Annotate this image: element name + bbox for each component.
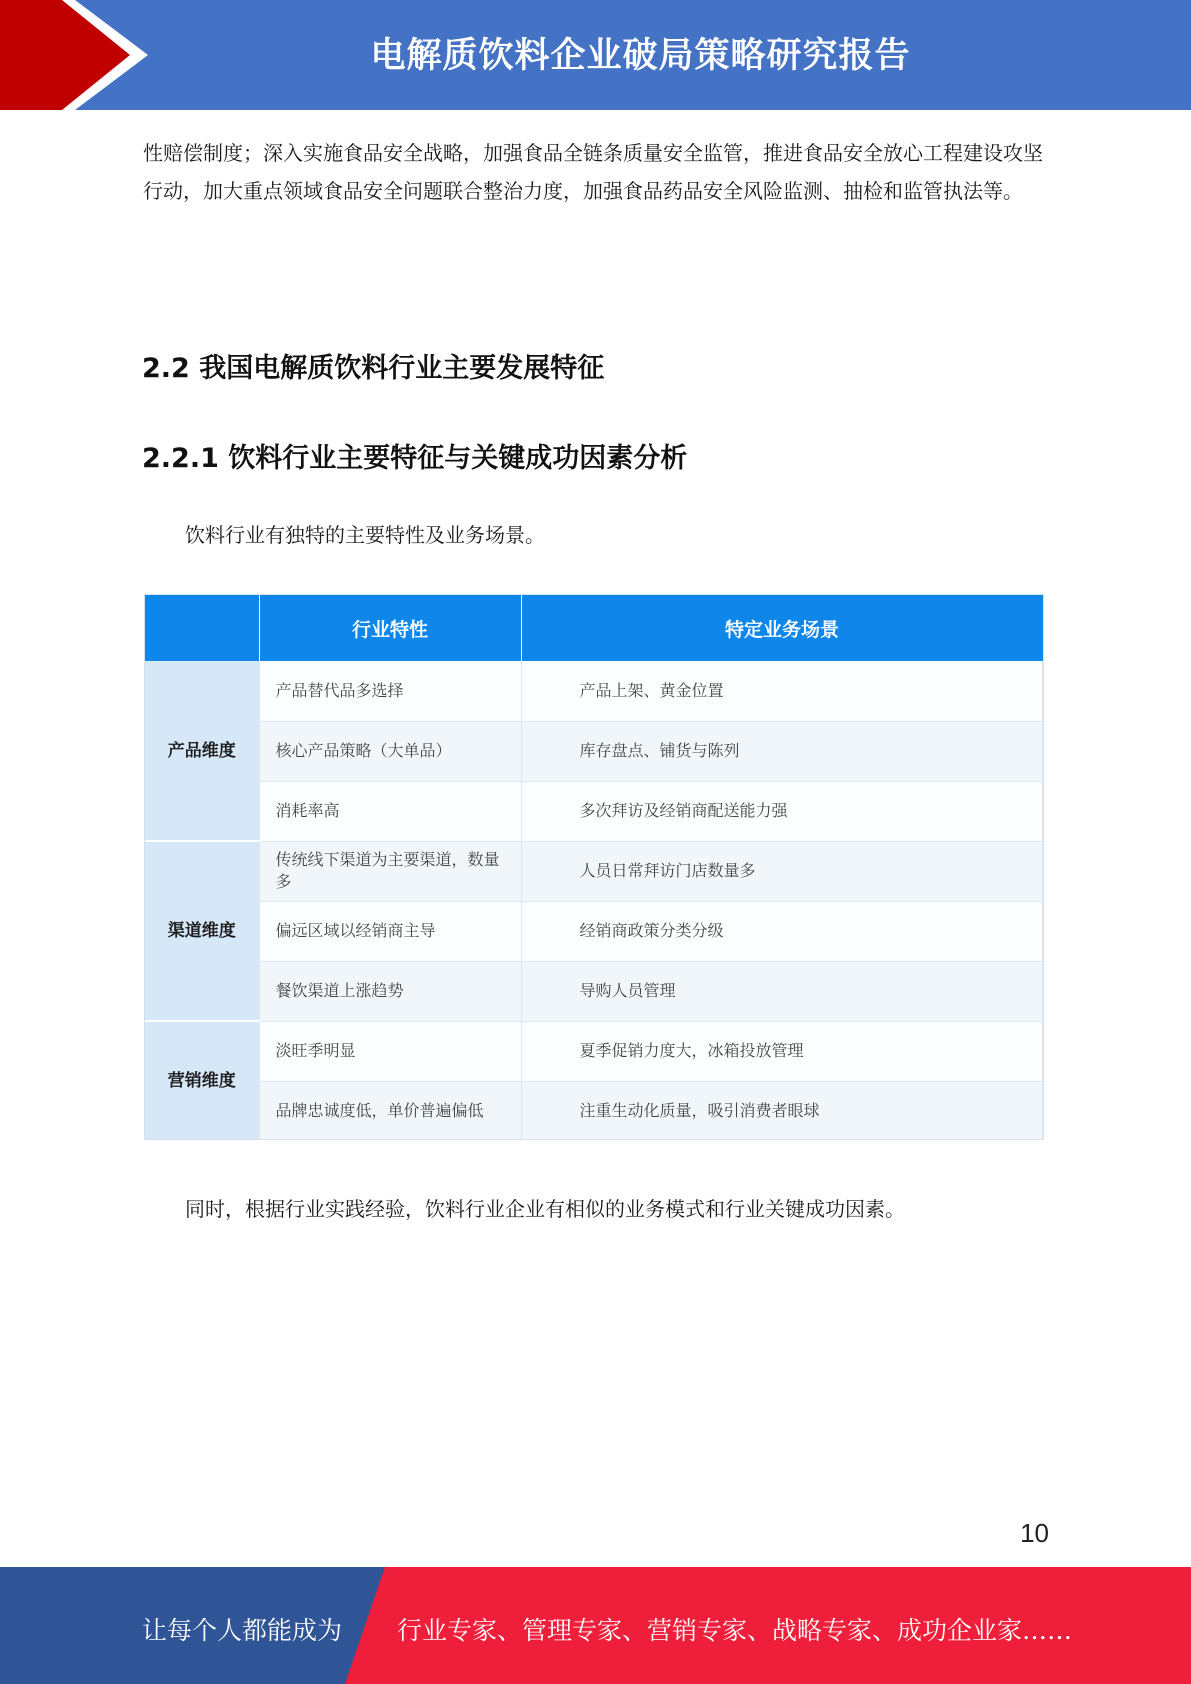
table-row	[145, 961, 1043, 1021]
page-number: 10	[1020, 1518, 1049, 1548]
scene-cell: 库存盘点、铺货与陈列	[521, 721, 1043, 781]
dimension-cell: 渠道维度	[145, 841, 259, 1021]
table-row	[145, 1021, 1043, 1081]
table-row	[145, 721, 1043, 781]
scene-cell: 夏季促销力度大，冰箱投放管理	[521, 1021, 1043, 1081]
scene-cell: 多次拜访及经销商配送能力强	[521, 781, 1043, 841]
table-row	[145, 901, 1043, 961]
dimension-cell: 营销维度	[145, 1021, 259, 1140]
intro-paragraph: 性赔偿制度；深入实施食品安全战略，加强食品全链条质量安全监管，推进食品安全放心工程建设攻坚行动，加大重点领域食品安全问题联合整治力度，加强食品药品安全风险监测、抽检和监管执法等。	[143, 141, 1043, 203]
scene-cell: 产品上架、黄金位置	[521, 661, 1043, 721]
feature-cell: 消耗率高	[259, 781, 521, 841]
feature-cell: 核心产品策略（大单品）	[259, 721, 521, 781]
table-header-feature: 行业特性	[259, 595, 521, 661]
table-header-scene: 特定业务场景	[521, 595, 1043, 661]
dimension-cell: 产品维度	[145, 661, 259, 841]
section-heading: 2.2 我国电解质饮料行业主要发展特征	[142, 353, 605, 384]
table-header-row	[145, 595, 1043, 661]
feature-cell: 产品替代品多选择	[259, 661, 521, 721]
feature-cell: 偏远区域以经销商主导	[259, 901, 521, 961]
table-row	[145, 661, 1043, 721]
subsection-heading: 2.2.1 饮料行业主要特征与关键成功因素分析	[142, 443, 688, 474]
feature-cell: 淡旺季明显	[259, 1021, 521, 1081]
lead-paragraph: 饮料行业有独特的主要特性及业务场景。	[185, 523, 545, 547]
scene-cell: 经销商政策分类分级	[521, 901, 1043, 961]
table-row	[145, 841, 1043, 901]
scene-cell: 导购人员管理	[521, 961, 1043, 1021]
feature-cell: 餐饮渠道上涨趋势	[259, 961, 521, 1021]
table-header-blank	[145, 595, 259, 661]
footer-slogan-left: 让每个人都能成为	[142, 1616, 343, 1645]
table-row	[145, 1081, 1043, 1140]
scene-cell: 人员日常拜访门店数量多	[521, 841, 1043, 901]
report-title: 电解质饮料企业破局策略研究报告	[370, 36, 911, 76]
page-footer	[0, 1567, 1191, 1684]
table-row	[145, 781, 1043, 841]
characteristics-table	[144, 594, 1044, 1140]
closing-paragraph: 同时，根据行业实践经验，饮料行业企业有相似的业务模式和行业关键成功因素。	[185, 1197, 905, 1221]
scene-cell: 注重生动化质量，吸引消费者眼球	[521, 1081, 1043, 1140]
footer-slogan-right: 行业专家、管理专家、营销专家、战略专家、成功企业家……	[397, 1616, 1073, 1645]
page-header	[0, 0, 1191, 110]
feature-cell: 传统线下渠道为主要渠道，数量多	[259, 841, 521, 901]
feature-cell: 品牌忠诚度低，单价普遍偏低	[259, 1081, 521, 1140]
